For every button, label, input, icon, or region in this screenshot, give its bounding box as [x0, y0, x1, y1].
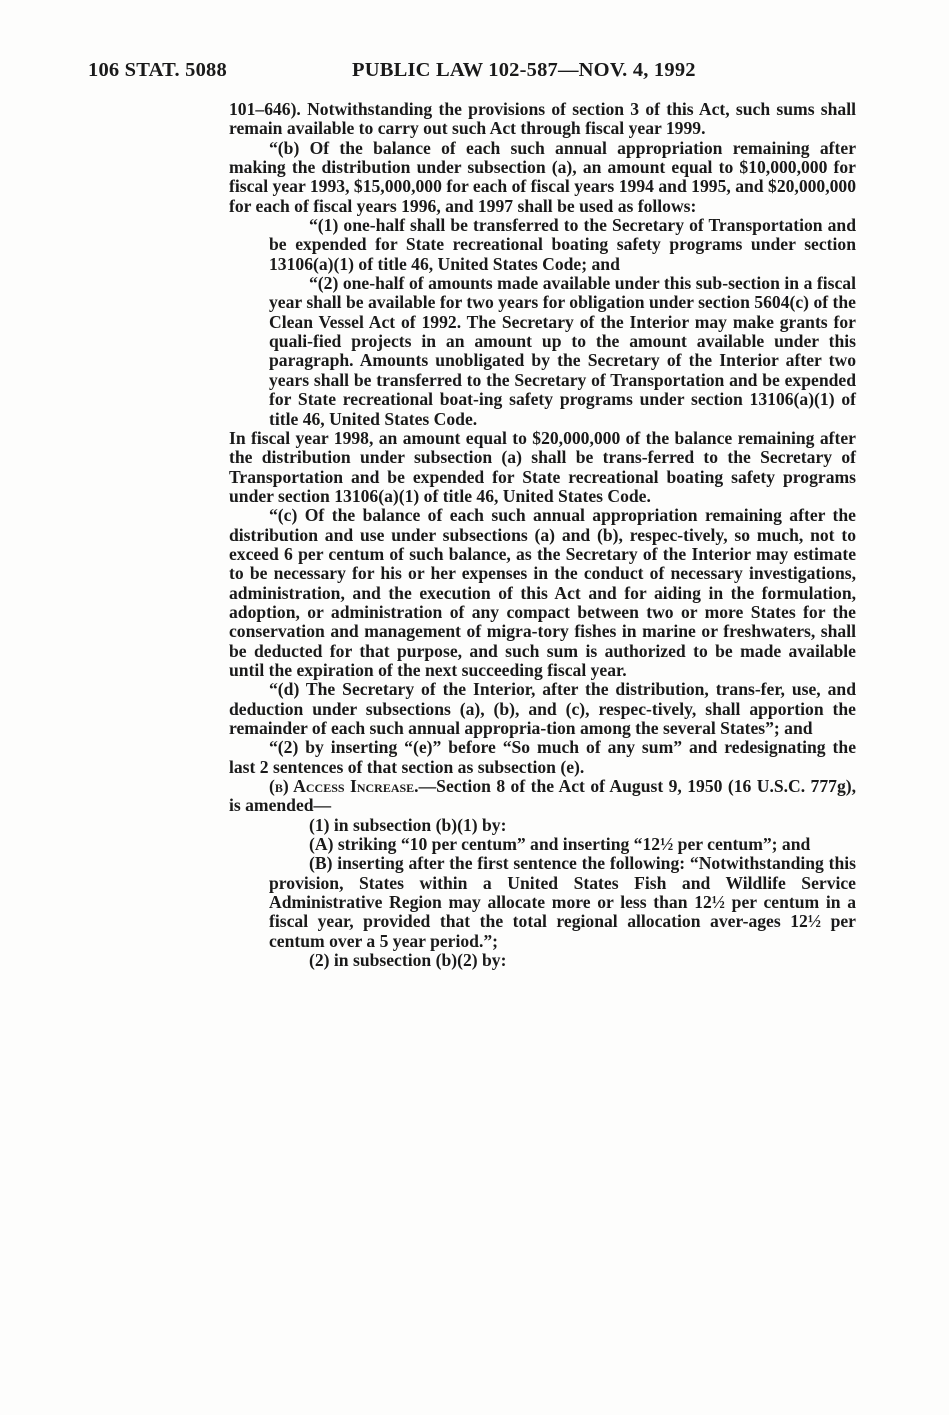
running-head [88, 58, 858, 82]
paragraph-b2: (2) in subsection (b)(2) by: [309, 950, 507, 971]
statute-body [229, 100, 856, 970]
paragraph-subsection-c: “(c) Of the balance of each such annual appropriation remaining after the distribution and use under subsections (a) and (b), respec-tively, so much, not to exceed 6 per centum of such balance, as the Secretary of the Interior may estimate to be necessary for his or her expenses in the conduct of necessary investigations, administration, and the execution of this Act and for aiding in the formulation, adoption, or administration of any compact between two or more States for the conservation and management of migra-tory fishes in marine or freshwaters, shall be deducted for that purpose, and such sum is authorized to be made available until the expiration of the next succeeding fiscal year. [229, 505, 856, 680]
paragraph-item-2: “(2) one-half of amounts made available under this sub-section in a fiscal year shall be available for two years for obligation under section 5604(c) of the Clean Vessel Act of 1992. The Secretary of the Interior may make grants for quali-fied projects in an amount up to the amount available under this paragraph. Amounts unobligated by the Secretary of the Interior after two years shall be transferred to the Secretary of Transportation and be expended for State recreational boat-ing safety programs under section 13106(a)(1) of title 46, United States Code. [269, 273, 856, 429]
section-heading-access-increase: (b) Access Increase. [269, 776, 419, 797]
paragraph-b1: (1) in subsection (b)(1) by: [309, 814, 507, 835]
access-increase-text: —Section 8 of the Act of August 9, 1950 (16 U.S.C. 777g), is amended— [229, 776, 856, 816]
paragraph-inserting-e: “(2) by inserting “(e)” before “So much of any sum” and redesignating the last 2 sentences of that section as subsection (e). [229, 737, 856, 777]
public-law-citation: PUBLIC LAW 102-587—NOV. 4, 1992 [352, 59, 696, 81]
stat-citation: 106 STAT. 5088 [88, 59, 227, 81]
paragraph-subsection-b: “(b) Of the balance of each such annual appropriation remaining after making the distribution under subsection (a), an amount equal to $10,000,000 for fiscal year 1993, $15,000,000 for each of fiscal years 1994 and 1995, and $20,000,000 for each of fiscal years 1996, and 1997 shall be used as follows: [229, 137, 856, 216]
paragraph-continuation: 101–646). Notwithstanding the provisions of section 3 of this Act, such sums shall remain available to carry out such Act through fiscal year 1999. [229, 99, 856, 139]
paragraph-clause-a: (A) striking “10 per centum” and inserting “12½ per centum”; and [309, 834, 811, 855]
paragraph-item-1: “(1) one-half shall be transferred to the Secretary of Transportation and be expended for State recreational boating safety programs under section 13106(a)(1) of title 46, United States Code; and [269, 215, 856, 274]
paragraph-access-increase [229, 777, 856, 816]
paragraph-fiscal-1998: In fiscal year 1998, an amount equal to $20,000,000 of the balance remaining after the distribution under subsection (a) shall be trans-ferred to the Secretary of Transportation and be expended for State recreational boating safety programs under section 13106(a)(1) of title 46, United States Code. [229, 427, 856, 506]
paragraph-subsection-d: “(d) The Secretary of the Interior, after the distribution, trans-fer, use, and deduction under subsections (a), (b), and (c), respec-tively, shall apportion the remainder of each such annual appropria-tion among the several States”; and [229, 679, 856, 738]
paragraph-clause-b: (B) inserting after the first sentence the following: “Notwithstanding this provision, States within a United States Fish and Wildlife Service Administrative Region may allocate more or less than 12½ per centum in a fiscal year, provided that the total regional allocation aver-ages 12½ per centum over a 5 year period.”; [269, 853, 856, 951]
